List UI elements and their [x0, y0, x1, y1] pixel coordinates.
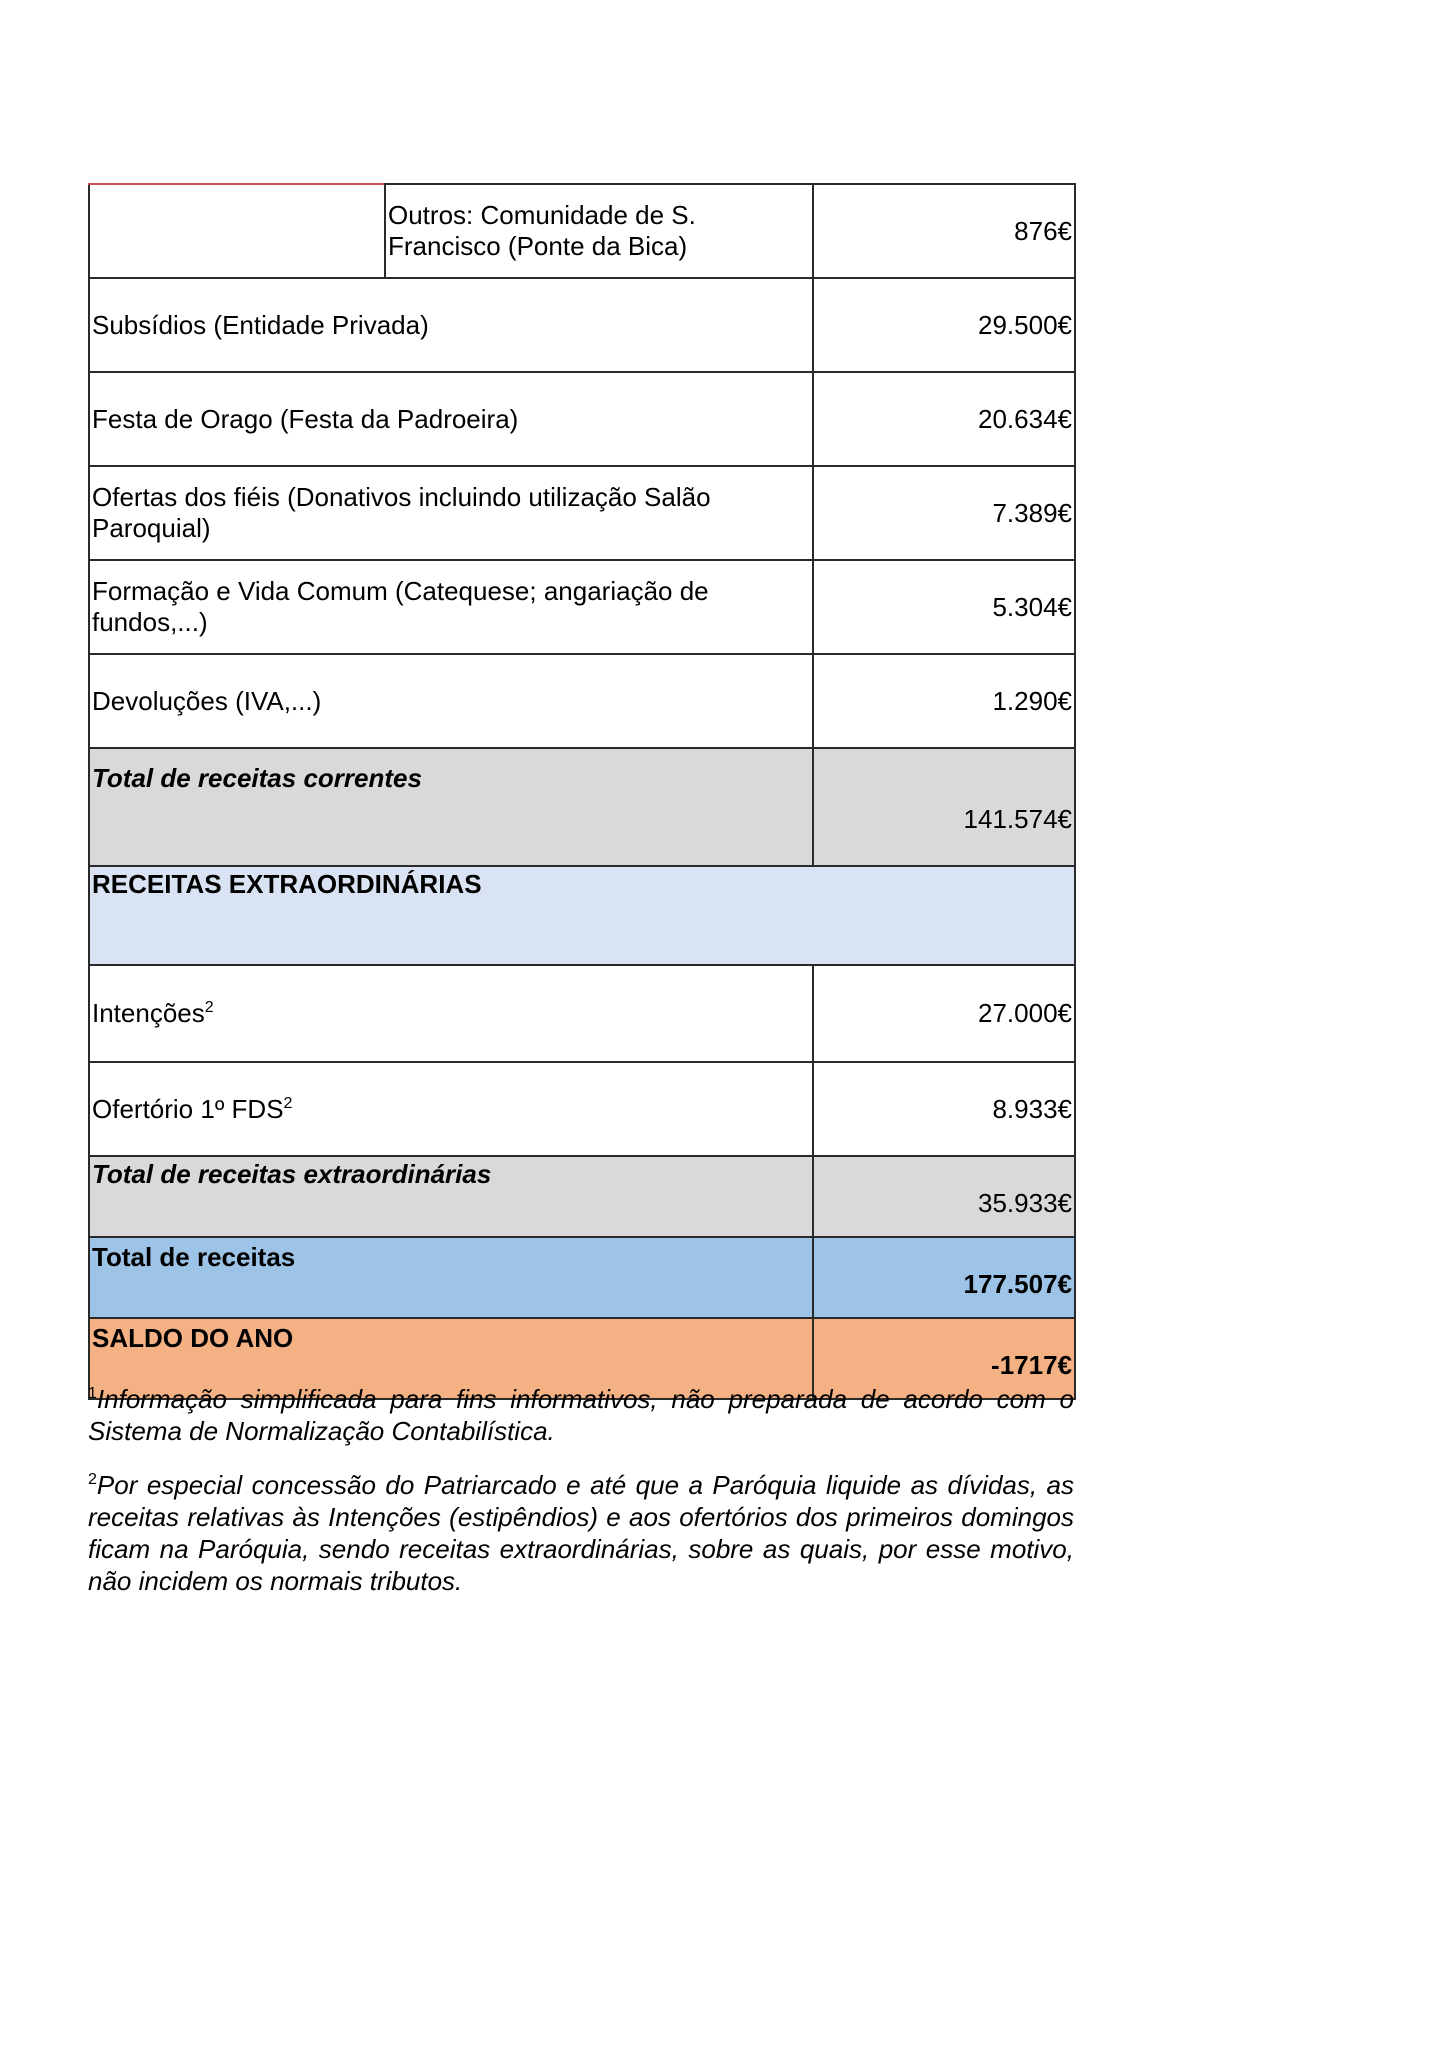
footnote-marker: 2 [88, 1471, 97, 1488]
table-row [89, 560, 1075, 654]
receitas-table [88, 183, 1076, 1400]
row-value: 1.290€ [813, 654, 1075, 748]
footnote-1 [88, 1383, 1074, 1447]
row-label [89, 965, 813, 1062]
row-value: 876€ [813, 184, 1075, 278]
table-row [89, 466, 1075, 560]
footnote-ref: 2 [204, 999, 214, 1016]
total-correntes-label: Total de receitas correntes [89, 748, 813, 866]
footnote-text: Por especial concessão do Patriarcado e até que a Paróquia liquide as dívidas, as receitas relativas às Intenções (estipêndios) e aos ofertórios dos primeiros domingos ficam na Paróquia, sendo receitas extraordinárias, sobre as quais, por esse motivo, não incidem os normais tributos. [88, 1470, 1074, 1596]
footnotes [88, 1383, 1074, 1619]
saldo-label: SALDO DO ANO [89, 1318, 813, 1399]
total-receitas-label: Total de receitas [89, 1237, 813, 1318]
footnote-ref: 2 [283, 1094, 293, 1112]
row-label [89, 1062, 813, 1156]
table-row [89, 372, 1075, 466]
total-receitas-value: 177.507€ [813, 1237, 1075, 1318]
total-extra-value: 35.933€ [813, 1156, 1075, 1237]
empty-cell [89, 184, 385, 278]
row-label: Ofertas dos fiéis (Donativos incluindo utilização Salão Paroquial) [89, 466, 813, 560]
row-value: 29.500€ [813, 278, 1075, 372]
total-correntes-row [89, 748, 1075, 866]
total-correntes-value: 141.574€ [813, 748, 1075, 866]
row-label: Devoluções (IVA,...) [89, 654, 813, 748]
row-label: Formação e Vida Comum (Catequese; angariação de fundos,...) [89, 560, 813, 654]
table-row [89, 965, 1075, 1062]
table-row [89, 278, 1075, 372]
table-row [89, 654, 1075, 748]
row-value: 5.304€ [813, 560, 1075, 654]
row-value: 8.933€ [813, 1062, 1075, 1156]
footnote-marker: 1 [88, 1385, 97, 1402]
row-label: Subsídios (Entidade Privada) [89, 278, 813, 372]
row-value: 7.389€ [813, 466, 1075, 560]
footnote-2 [88, 1469, 1074, 1597]
section-header-row [89, 866, 1075, 965]
total-extra-row [89, 1156, 1075, 1237]
section-header-extraordinarias: RECEITAS EXTRAORDINÁRIAS [89, 866, 1075, 965]
saldo-value: -1717€ [813, 1318, 1075, 1399]
footnote-text: Informação simplificada para fins informativos, não preparada de acordo com o Sistema de Normalização Contabilística. [88, 1384, 1074, 1446]
total-extra-label: Total de receitas extraordinárias [89, 1156, 813, 1237]
row-label: Festa de Orago (Festa da Padroeira) [89, 372, 813, 466]
row-label-text: Ofertório 1º FDS [92, 1093, 284, 1124]
row-label-text: Intenções [92, 998, 205, 1028]
table-row [89, 1062, 1075, 1156]
total-receitas-row [89, 1237, 1075, 1318]
row-value: 20.634€ [813, 372, 1075, 466]
row-value: 27.000€ [813, 965, 1075, 1062]
row-label: Outros: Comunidade de S. Francisco (Ponte da Bica) [385, 184, 813, 278]
table-row [89, 184, 1075, 278]
